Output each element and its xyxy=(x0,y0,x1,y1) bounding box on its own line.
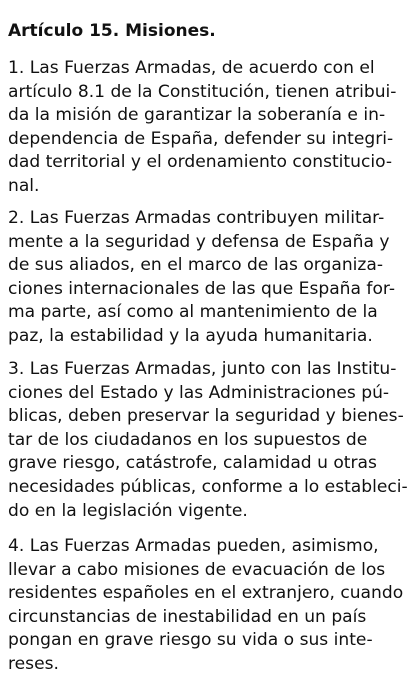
paragraph-line: 2. Las Fuerzas Armadas contribuyen militar- xyxy=(8,208,385,228)
paragraph-line: ciones internacionales de las que España for- xyxy=(8,278,396,299)
paragraph-line: necesidades públicas, conforme a lo estableci- xyxy=(8,476,408,497)
paragraph-4 xyxy=(8,535,410,677)
paragraph-line: blicas, deben preservar la seguridad y bienes- xyxy=(8,406,404,427)
paragraph-line: llevar a cabo misiones de evacuación de los xyxy=(8,559,386,580)
paragraph-line: circunstancias de inestabilidad en un país xyxy=(8,606,367,627)
paragraph-2 xyxy=(8,207,410,349)
paragraph-3 xyxy=(8,358,410,523)
paragraph-line: 3. Las Fuerzas Armadas, junto con las Institu- xyxy=(8,359,397,379)
paragraph-line: dad territorial y el ordenamiento constitucio- xyxy=(8,152,393,173)
paragraph-line: de sus aliados, en el marco de las organiza- xyxy=(8,255,384,276)
paragraph-line: nal. xyxy=(8,175,40,196)
paragraph-line: ma parte, así como al mantenimiento de la xyxy=(8,302,378,323)
paragraph-line: grave riesgo, catástrofe, calamidad u otras xyxy=(8,453,377,474)
paragraph-line: do en la legislación vigente. xyxy=(8,500,248,521)
paragraph-line: residentes españoles en el extranjero, cuando xyxy=(8,583,404,604)
paragraph-line: reses. xyxy=(8,653,59,674)
article-title: Artículo 15. Misiones. xyxy=(8,21,216,41)
paragraph-line: dependencia de España, defender su integri- xyxy=(8,128,394,149)
document-page xyxy=(8,0,410,680)
paragraph-line: 4. Las Fuerzas Armadas pueden, asimismo, xyxy=(8,536,379,556)
paragraph-line: 1. Las Fuerzas Armadas, de acuerdo con el xyxy=(8,58,375,78)
paragraph-line: ciones del Estado y las Administraciones pú- xyxy=(8,382,390,403)
paragraph-line: paz, la estabilidad y la ayuda humanitaria. xyxy=(8,325,373,346)
paragraph-1 xyxy=(8,57,410,199)
paragraph-line: mente a la seguridad y defensa de España y xyxy=(8,231,390,252)
paragraph-line: tar de los ciudadanos en los supuestos de xyxy=(8,429,368,450)
paragraph-line: artículo 8.1 de la Constitución, tienen atribui- xyxy=(8,81,397,102)
paragraph-line: pongan en grave riesgo su vida o sus inte- xyxy=(8,630,373,651)
paragraph-line: da la misión de garantizar la soberanía e in- xyxy=(8,105,386,126)
